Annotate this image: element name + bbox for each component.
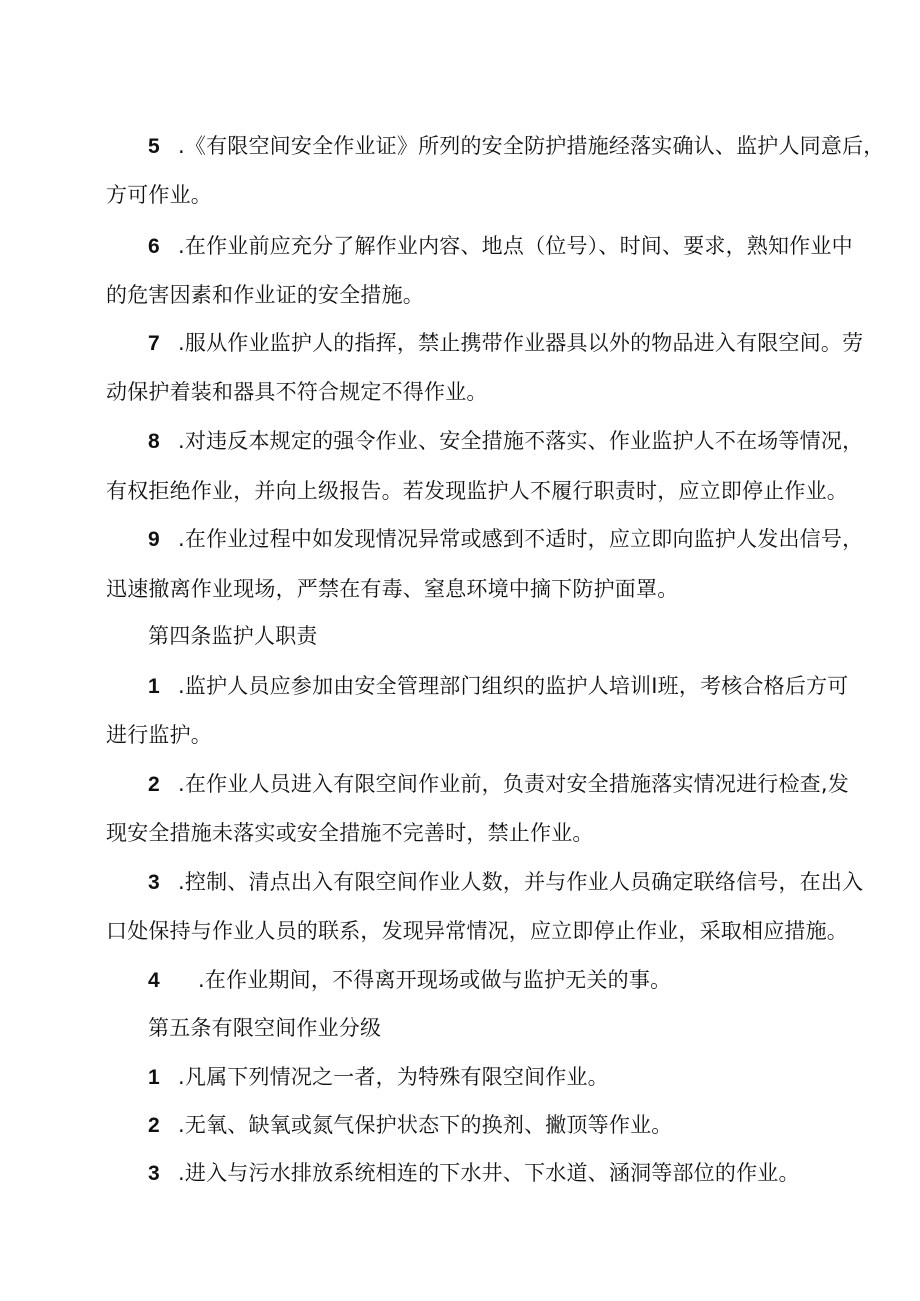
section-4-item-3-line-1 bbox=[0, 867, 920, 898]
section-5-item-2 bbox=[0, 1110, 920, 1141]
section-4-item-2-line-1 bbox=[0, 769, 920, 800]
section-4-item-3-line-2: 口处保持与作业人员的联系，发现异常情况，应立即停止作业，采取相应措施。 bbox=[106, 919, 848, 943]
item-text: .监护人员应参加由安全管理部门组织的监护人培训I班，考核合格后方可 bbox=[178, 674, 849, 698]
item-text: .凡属下列情况之一者，为特殊有限空间作业。 bbox=[178, 1065, 609, 1089]
item-number: 2 bbox=[148, 773, 160, 796]
item-text: .在作业期间，不得离开现场或做与监护无关的事。 bbox=[198, 968, 672, 992]
item-text: .控制、清点出入有限空间作业人数，并与作业人员确定联络信号，在出入 bbox=[178, 870, 864, 894]
section-5-item-3 bbox=[0, 1158, 920, 1189]
item-number: 9 bbox=[148, 528, 160, 551]
item-5-line-1 bbox=[0, 131, 920, 162]
item-6-line-1 bbox=[0, 231, 920, 262]
section-4-item-1-line-1 bbox=[0, 671, 920, 702]
section-5-item-1 bbox=[0, 1062, 920, 1093]
item-number: 5 bbox=[148, 135, 160, 158]
item-text: .在作业人员进入有限空间作业前，负责对安全措施落实情况进行检查,发 bbox=[178, 772, 849, 796]
item-number: 8 bbox=[148, 430, 160, 453]
item-9-line-2: 迅速撤离作业现场，严禁在有毒、窒息环境中摘下防护面罩。 bbox=[106, 577, 679, 601]
item-number: 2 bbox=[148, 1114, 160, 1137]
item-6-line-2: 的危害因素和作业证的安全措施。 bbox=[106, 283, 424, 307]
item-text: .在作业过程中如发现情况异常或感到不适时，应立即向监护人发出信号， bbox=[178, 527, 864, 551]
item-text: .在作业前应充分了解作业内容、地点（位号）、时间、要求，熟知作业中 bbox=[178, 234, 853, 258]
item-text: .服从作业监护人的指挥，禁止携带作业器具以外的物品进入有限空间。劳 bbox=[178, 331, 864, 355]
item-number: 3 bbox=[148, 1162, 160, 1185]
section-5-heading: 第五条有限空间作业分级 bbox=[148, 1016, 382, 1040]
item-8-line-1 bbox=[0, 426, 920, 457]
item-number: 4 bbox=[148, 969, 160, 992]
item-7-line-2: 动保护着装和器具不符合规定不得作业。 bbox=[106, 380, 488, 404]
item-number: 6 bbox=[148, 235, 160, 258]
item-9-line-1 bbox=[0, 524, 920, 555]
section-4-item-4-line-1 bbox=[0, 965, 920, 996]
item-text: .《有限空间安全作业证》所列的安全防护措施经落实确认、监护人同意后， bbox=[178, 134, 885, 158]
item-text: .进入与污水排放系统相连的下水井、下水道、涵洞等部位的作业。 bbox=[178, 1161, 800, 1185]
item-text: .对违反本规定的强令作业、安全措施不落实、作业监护人不在场等情况， bbox=[178, 429, 864, 453]
item-number: 1 bbox=[148, 675, 160, 698]
item-8-line-2: 有权拒绝作业，并向上级报告。若发现监护人不履行职责时，应立即停止作业。 bbox=[106, 479, 848, 503]
item-text: .无氧、缺氧或氮气保护状态下的换剂、撇顶等作业。 bbox=[178, 1113, 673, 1137]
section-4-heading: 第四条监护人职责 bbox=[148, 624, 318, 648]
section-4-item-1-line-2: 进行监护。 bbox=[106, 723, 212, 747]
section-4-item-2-line-2: 现安全措施未落实或安全措施不完善时，禁止作业。 bbox=[106, 821, 594, 845]
item-7-line-1 bbox=[0, 328, 920, 359]
item-number: 3 bbox=[148, 871, 160, 894]
item-number: 7 bbox=[148, 332, 160, 355]
item-number: 1 bbox=[148, 1066, 160, 1089]
item-5-line-2: 方可作业。 bbox=[106, 183, 212, 207]
